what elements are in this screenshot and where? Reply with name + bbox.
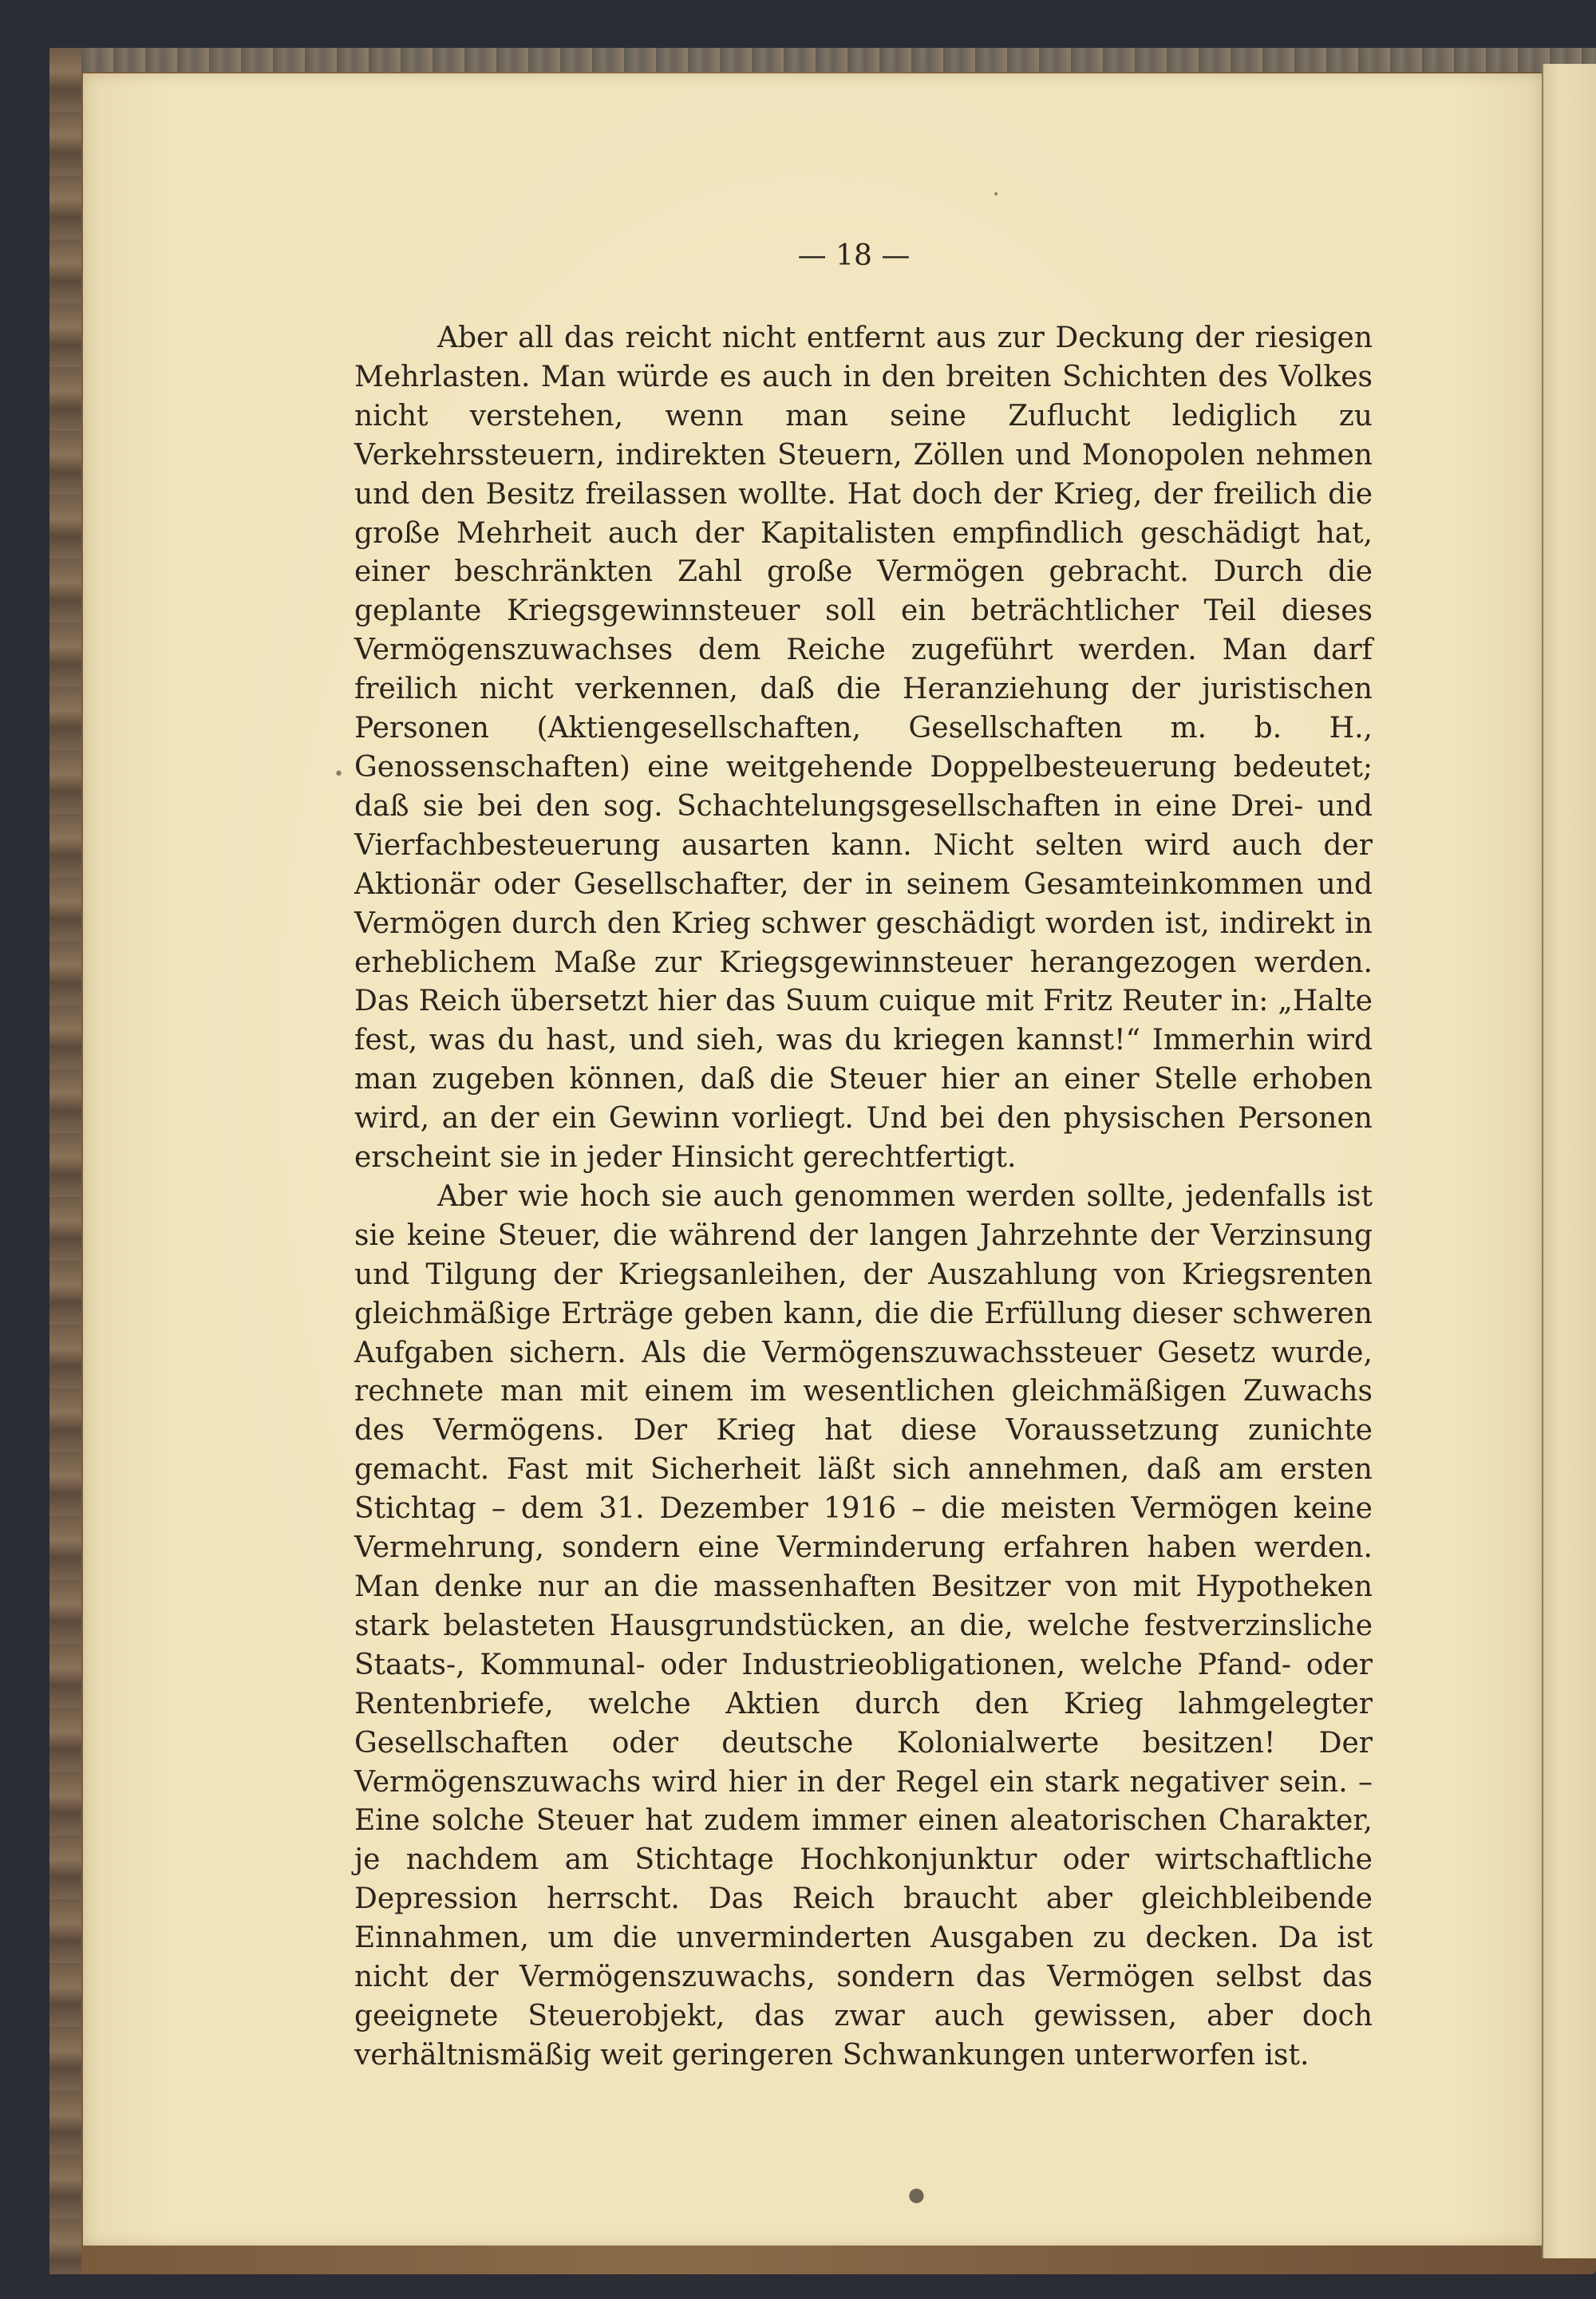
cover-top-edge — [49, 48, 1596, 72]
bottom-smudge-mark: ● — [908, 2183, 925, 2206]
paragraph-2: Aber wie hoch sie auch genommen werden sollte, jedenfalls ist sie keine Steuer, die während der langen Jahrzehnte der Verzinsung und Tilgung der Kriegsanleihen, der Auszahlung von Kriegsrenten gleichmäßige Erträge geben kann, die die Erfüllung dieser schweren Aufgaben sichern. Als die Vermögenszuwachssteuer Gesetz wurde, rechnete man mit einem im wesentlichen gleichmäßigen Zuwachs des Vermögens. Der Krieg hat diese Voraussetzung zunichte gemacht. Fast mit Sicherheit läßt sich annehmen, daß am ersten Stichtag – dem 31. Dezember 1916 – die meisten Vermögen keine Vermehrung, sondern eine Verminderung erfahren haben werden. Man denke nur an die massenhaften Besitzer von mit Hypotheken stark belasteten Hausgrundstücken, an die, welche festverzinsliche Staats-, Kommunal- oder Industrieobligationen, welche Pfand- oder Rentenbriefe, welche Aktien durch den Krieg lahmgelegter Gesellschaften oder deutsche Kolonialwerte besitzen! Der Vermögenszuwachs wird hier in der Regel ein stark negativer sein. – Eine solche Steuer hat zudem immer einen aleatorischen Charakter, je nachdem am Stichtage Hochkonjunktur oder wirtschaftliche Depression herrscht. Das Reich braucht aber gleichbleibende Einnahmen, um die unverminderten Ausgaben zu decken. Da ist nicht der Vermögenszuwachs, sondern das Vermögen selbst das geeignete Steuerobjekt, das zwar auch gewissen, aber doch verhältnismäßig weit geringeren Schwankungen unterworfen ist. — [354, 1179, 1373, 2072]
facing-page-edge — [1542, 64, 1596, 2258]
page-body-text — [354, 319, 1373, 2076]
margin-dot-mark: • — [334, 764, 344, 784]
cover-left-edge — [49, 48, 81, 2274]
page-number: — 18 — — [797, 239, 911, 272]
page-dot-mark: • — [993, 188, 1000, 201]
paragraph-1: Aber all das reicht nicht entfernt aus zur Deckung der riesigen Mehrlasten. Man würde es auch in den breiten Schichten des Volkes nicht verstehen, wenn man seine Zuflucht lediglich zu Verkehrssteuern, indirekten Steuern, Zöllen und Monopolen nehmen und den Besitz freilassen wollte. Hat doch der Krieg, der freilich die große Mehrheit auch der Kapitalisten empfindlich geschädigt hat, einer beschränkten Zahl große Vermögen gebracht. Durch die geplante Kriegsgewinnsteuer soll ein beträchtlicher Teil dieses Vermögenszuwachses dem Reiche zugeführt werden. Man darf freilich nicht verkennen, daß die Heranziehung der juristischen Personen (Aktiengesellschaften, Gesellschaften m. b. H., Genossenschaften) eine weitgehende Doppelbesteuerung bedeutet; daß sie bei den sog. Schachtelungsgesellschaften in eine Drei- und Vierfachbesteuerung ausarten kann. Nicht selten wird auch der Aktionär oder Gesellschafter, der in seinem Gesamteinkommen und Vermögen durch den Krieg schwer geschädigt worden ist, indirekt in erheblichem Maße zur Kriegsgewinnsteuer herangezogen werden. Das Reich übersetzt hier das Suum cuique mit Fritz Reuter in: „Halte fest, was du hast, und sieh, was du kriegen kannst!“ Immerhin wird man zugeben können, daß die Steuer hier an einer Stelle erhoben wird, an der ein Gewinn vorliegt. Und bei den physischen Personen erscheint sie in jeder Hinsicht gerechtfertigt. — [354, 322, 1373, 1175]
